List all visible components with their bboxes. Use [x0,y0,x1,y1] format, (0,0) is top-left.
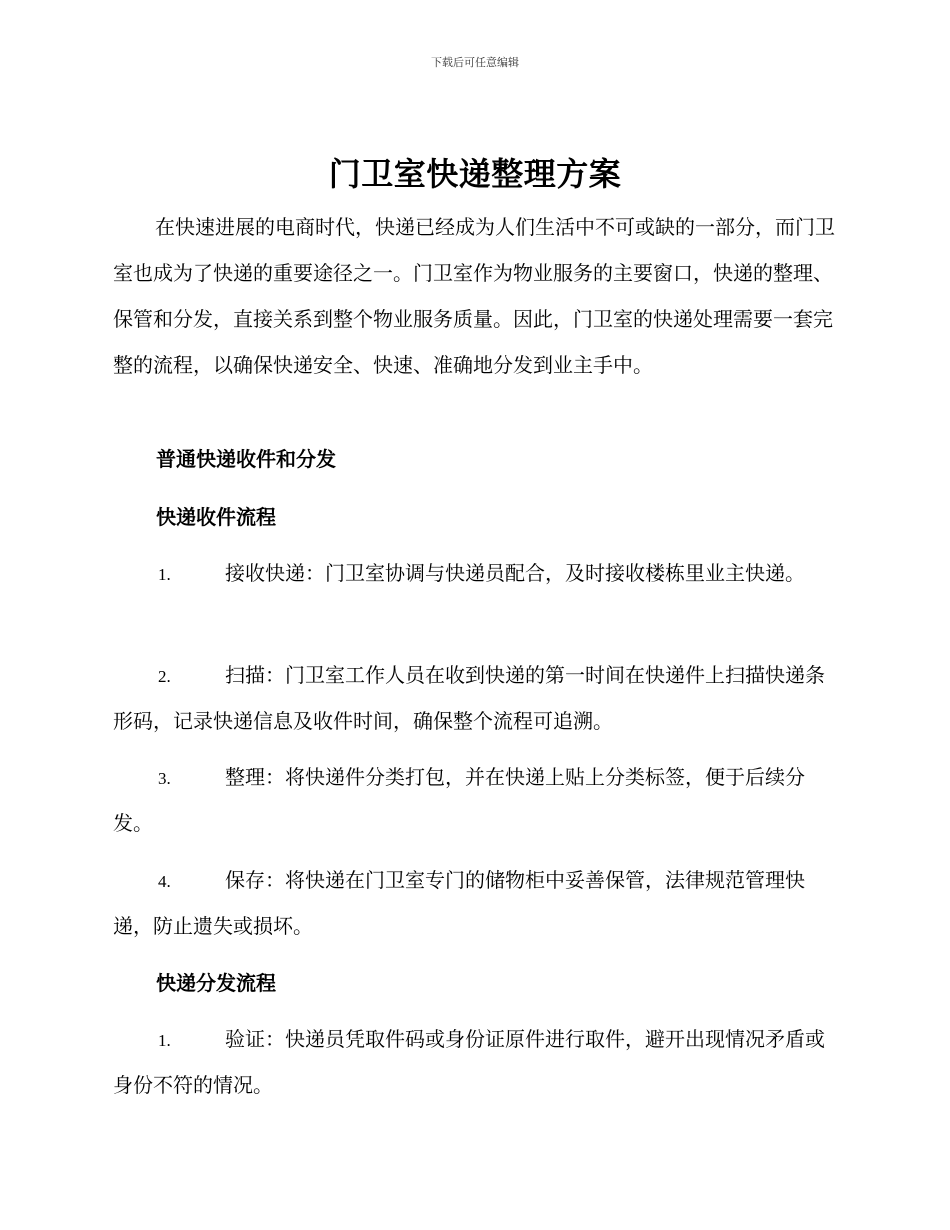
list-item [113,653,835,744]
list-item-text: 扫描：门卫室工作人员在收到快递的第一时间在快递件上扫描快递条形码，记录快递信息及收件时间，确保整个流程可追溯。 [113,663,825,733]
intro-paragraph: 在快速进展的电商时代，快递已经成为人们生活中不可或缺的一部分，而门卫室也成为了快递的重要途径之一。门卫室作为物业服务的主要窗口，快递的整理、保管和分发，直接关系到整个物业服务质量。因此，门卫室的快递处理需要一套完整的流程，以确保快递安全、快速、准确地分发到业主手中。 [113,215,835,377]
list-item-text: 接收快递：门卫室协调与快递员配合，及时接收楼栋里业主快递。 [225,561,805,585]
list-item-text: 整理：将快递件分类打包，并在快递上贴上分类标签，便于后续分发。 [113,765,805,835]
list-item-number: 4. [158,872,171,891]
list-item-text: 验证：快递员凭取件码或身份证原件进行取件，避开出现情况矛盾或身份不符的情况。 [113,1027,825,1097]
list-item-text: 保存：将快递在门卫室专门的储物柜中妥善保管，法律规范管理快递，防止遗失或损坏。 [113,868,805,938]
section-heading-receiving: 快递收件流程 [156,505,276,529]
list-item [113,1017,835,1108]
list-item [113,551,835,597]
list-item-number: 1. [158,1031,171,1050]
list-item [113,755,835,846]
list-item-number: 2. [158,667,171,686]
section-heading-distribution: 快递分发流程 [156,971,276,995]
section-heading-general: 普通快递收件和分发 [156,447,336,471]
list-item-number: 3. [158,769,171,788]
header-note: 下载后可任意编辑 [431,56,519,69]
list-item-number: 1. [158,565,171,584]
list-item [113,858,835,949]
document-title: 门卫室快递整理方案 [328,155,622,193]
